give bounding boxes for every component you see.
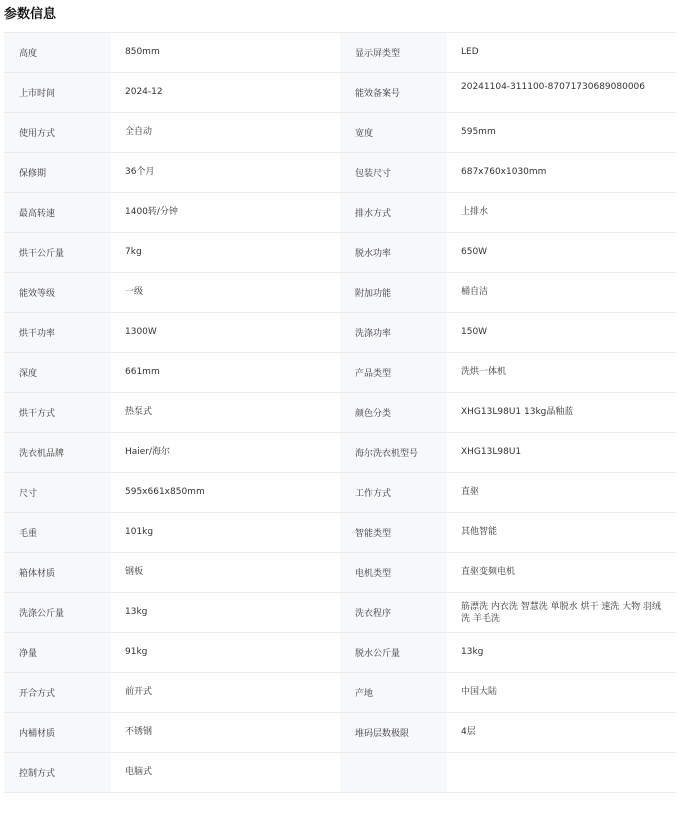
table-row: [4, 473, 676, 513]
spec-label: 能效等级: [4, 273, 111, 313]
spec-label: 宽度: [340, 113, 447, 153]
spec-label: 开合方式: [4, 673, 111, 713]
spec-value: 上排水: [447, 193, 676, 233]
spec-value: 650W: [447, 233, 676, 273]
spec-label: 智能类型: [340, 513, 447, 553]
spec-value: 1400转/分钟: [111, 193, 340, 233]
spec-label: 洗涤功率: [340, 313, 447, 353]
table-row: [4, 593, 676, 633]
table-row: [4, 233, 676, 273]
spec-label: 脱水功率: [340, 233, 447, 273]
spec-value: 全自动: [111, 113, 340, 153]
table-row: [4, 153, 676, 193]
spec-label: 上市时间: [4, 73, 111, 113]
spec-table: [4, 32, 676, 793]
spec-label-empty: [340, 753, 447, 793]
table-row: [4, 753, 676, 793]
spec-value: 661mm: [111, 353, 340, 393]
table-row: [4, 113, 676, 153]
spec-value: 7kg: [111, 233, 340, 273]
spec-label: 保修期: [4, 153, 111, 193]
spec-label: 净量: [4, 633, 111, 673]
spec-value: 687x760x1030mm: [447, 153, 676, 193]
spec-table-body: [4, 33, 676, 793]
spec-label: 附加功能: [340, 273, 447, 313]
spec-label: 尺寸: [4, 473, 111, 513]
spec-value: 20241104-311100-87071730689080006: [447, 73, 676, 113]
spec-value: 其他智能: [447, 513, 676, 553]
spec-label: 高度: [4, 33, 111, 73]
spec-value: 电脑式: [111, 753, 340, 793]
spec-label: 使用方式: [4, 113, 111, 153]
spec-label: 显示屏类型: [340, 33, 447, 73]
spec-label: 洗涤公斤量: [4, 593, 111, 633]
spec-value: 850mm: [111, 33, 340, 73]
spec-value: 钢板: [111, 553, 340, 593]
table-row: [4, 673, 676, 713]
spec-value: XHG13L98U1 13kg晶釉蓝: [447, 393, 676, 433]
spec-value: 13kg: [447, 633, 676, 673]
table-row: [4, 273, 676, 313]
spec-label: 内桶材质: [4, 713, 111, 753]
spec-label: 产品类型: [340, 353, 447, 393]
spec-value: 筋漂洗 内衣洗 智慧洗 单脱水 烘干 速洗 大物 羽绒洗 羊毛洗: [447, 593, 676, 633]
spec-value: 桶自洁: [447, 273, 676, 313]
spec-label: 脱水公斤量: [340, 633, 447, 673]
spec-value: 直驱: [447, 473, 676, 513]
spec-label: 控制方式: [4, 753, 111, 793]
table-row: [4, 433, 676, 473]
spec-label: 箱体材质: [4, 553, 111, 593]
spec-value: 一级: [111, 273, 340, 313]
table-row: [4, 33, 676, 73]
table-row: [4, 713, 676, 753]
spec-label: 海尔洗衣机型号: [340, 433, 447, 473]
spec-value: 2024-12: [111, 73, 340, 113]
spec-label: 烘干功率: [4, 313, 111, 353]
spec-value: 1300W: [111, 313, 340, 353]
spec-value: XHG13L98U1: [447, 433, 676, 473]
table-row: [4, 393, 676, 433]
spec-value: 595x661x850mm: [111, 473, 340, 513]
table-row: [4, 513, 676, 553]
spec-value: 595mm: [447, 113, 676, 153]
spec-label: 烘干公斤量: [4, 233, 111, 273]
spec-value: 91kg: [111, 633, 340, 673]
table-row: [4, 73, 676, 113]
spec-value: 150W: [447, 313, 676, 353]
spec-value: 101kg: [111, 513, 340, 553]
spec-value: 前开式: [111, 673, 340, 713]
spec-value: 热泵式: [111, 393, 340, 433]
spec-label: 电机类型: [340, 553, 447, 593]
spec-value: 直驱变频电机: [447, 553, 676, 593]
spec-label: 包装尺寸: [340, 153, 447, 193]
table-row: [4, 313, 676, 353]
spec-value: 13kg: [111, 593, 340, 633]
spec-label: 洗衣机品牌: [4, 433, 111, 473]
spec-value-empty: [447, 753, 676, 793]
spec-value: Haier/海尔: [111, 433, 340, 473]
spec-label: 堆码层数极限: [340, 713, 447, 753]
table-row: [4, 553, 676, 593]
spec-value: 不锈钢: [111, 713, 340, 753]
spec-value: 36个月: [111, 153, 340, 193]
spec-label: 能效备案号: [340, 73, 447, 113]
spec-value: LED: [447, 33, 676, 73]
spec-label: 最高转速: [4, 193, 111, 233]
spec-value: 中国大陆: [447, 673, 676, 713]
spec-label: 颜色分类: [340, 393, 447, 433]
table-row: [4, 633, 676, 673]
spec-value: 4层: [447, 713, 676, 753]
spec-label: 烘干方式: [4, 393, 111, 433]
section-title: 参数信息: [4, 7, 57, 22]
spec-label: 深度: [4, 353, 111, 393]
spec-label: 产地: [340, 673, 447, 713]
table-row: [4, 353, 676, 393]
spec-label: 工作方式: [340, 473, 447, 513]
spec-label: 洗衣程序: [340, 593, 447, 633]
spec-value: 洗烘一体机: [447, 353, 676, 393]
spec-label: 排水方式: [340, 193, 447, 233]
spec-label: 毛重: [4, 513, 111, 553]
table-row: [4, 193, 676, 233]
